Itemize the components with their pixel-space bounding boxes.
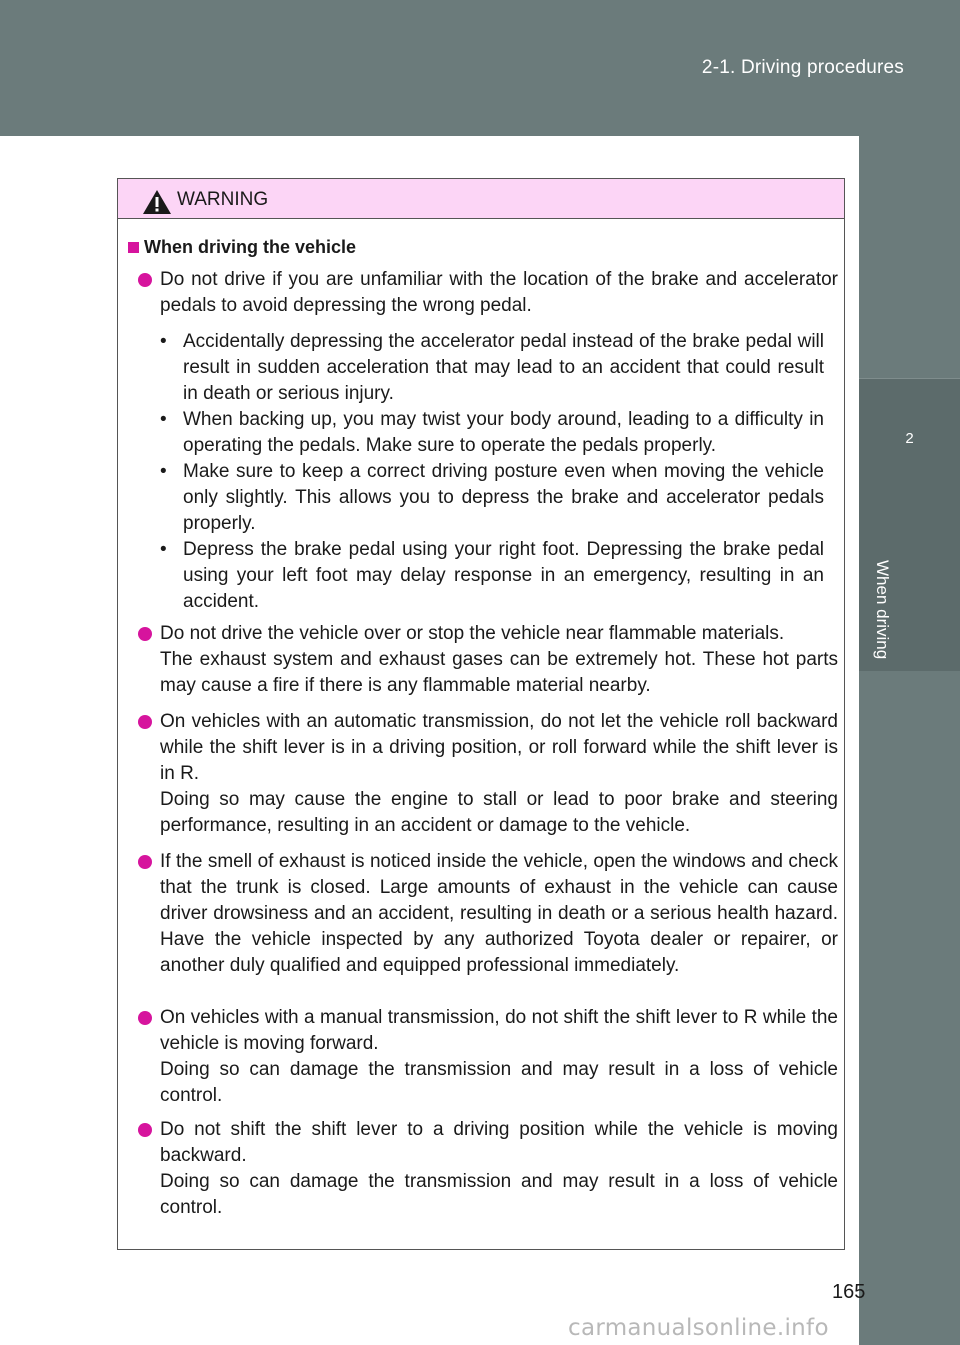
bullet-dot-icon — [138, 715, 152, 729]
chapter-number: 2 — [905, 430, 914, 447]
warning-box — [117, 178, 845, 1250]
sub-bullet: • — [160, 409, 167, 430]
heading-text: When driving the vehicle — [144, 237, 357, 257]
sub-item-text: Depress the brake pedal using your right foot. Depressing the brake pedal using your left foot may delay response in an emergency, resulting in an accident. — [183, 539, 824, 612]
sub-bullet: • — [160, 331, 167, 352]
bullet-dot-icon — [138, 1011, 152, 1025]
sub-list-item — [160, 329, 824, 407]
header-bar — [0, 0, 960, 136]
chapter-label: When driving — [873, 560, 892, 660]
sub-bullet: • — [160, 461, 167, 482]
warning-triangle-icon — [142, 189, 172, 215]
bullet-dot-icon — [138, 273, 152, 287]
item-text: Do not shift the shift lever to a driving position while the vehicle is moving backward. — [160, 1119, 838, 1166]
item-text: On vehicles with an automatic transmission, do not let the vehicle roll backward while the shift lever is in a driving position, or roll forward while the shift lever is in R. — [160, 711, 838, 784]
bullet-dot-icon — [138, 627, 152, 641]
item-text: On vehicles with a manual transmission, do not shift the shift lever to R while the vehicle is moving forward. — [160, 1007, 838, 1054]
page-number: 165 — [832, 1281, 866, 1303]
sub-list-item — [160, 459, 824, 537]
list-item — [138, 709, 838, 839]
item-text: The exhaust system and exhaust gases can be extremely hot. These hot parts may cause a fire if there is any flammable material nearby. — [160, 649, 838, 696]
item-text: Doing so may cause the engine to stall or lead to poor brake and steering performance, resulting in an accident or damage to the vehicle. — [160, 789, 838, 836]
sub-bullet: • — [160, 539, 167, 560]
section-title: 2-1. Driving procedures — [701, 57, 904, 78]
list-item — [138, 1005, 838, 1109]
item-text: Do not drive the vehicle over or stop the vehicle near flammable materials. — [160, 623, 785, 644]
list-item — [138, 849, 838, 979]
item-text: Doing so can damage the transmission and may result in a loss of vehicle control. — [160, 1059, 838, 1106]
list-item — [138, 1117, 838, 1221]
bullet-dot-icon — [138, 1123, 152, 1137]
item-text: Doing so can damage the transmission and may result in a loss of vehicle control. — [160, 1171, 838, 1218]
sub-list-item — [160, 407, 824, 459]
item-text: If the smell of exhaust is noticed inside the vehicle, open the windows and check that the trunk is closed. Large amounts of exhaust in the vehicle can cause driver drowsiness and an accident, resulting in death or a serious health hazard. Have the vehicle inspected by any authorized Toyota dealer or repairer, or another duly qualified and equipped professional immediately. — [160, 851, 838, 976]
sub-item-text: Make sure to keep a correct driving posture even when moving the vehicle only slightly. This allows you to depress the brake and accelerator pedals properly. — [183, 461, 824, 534]
warning-header — [118, 179, 844, 219]
list-item — [138, 267, 838, 319]
sidebar — [859, 136, 960, 1345]
warning-title: WARNING — [177, 189, 269, 210]
watermark: carmanualsonline.info — [568, 1315, 829, 1341]
list-item — [138, 621, 838, 699]
square-bullet-icon — [128, 242, 139, 253]
item-text: Do not drive if you are unfamiliar with the location of the brake and accelerator pedals to avoid depressing the wrong pedal. — [160, 269, 838, 316]
warning-heading — [128, 232, 356, 262]
sub-item-text: When backing up, you may twist your body around, leading to a difficulty in operating the pedals. Make sure to operate the pedals properly. — [183, 409, 824, 456]
sub-list-item — [160, 537, 824, 615]
bullet-dot-icon — [138, 855, 152, 869]
sub-item-text: Accidentally depressing the accelerator pedal instead of the brake pedal will result in sudden acceleration that may lead to an accident that could result in death or serious injury. — [183, 331, 824, 404]
